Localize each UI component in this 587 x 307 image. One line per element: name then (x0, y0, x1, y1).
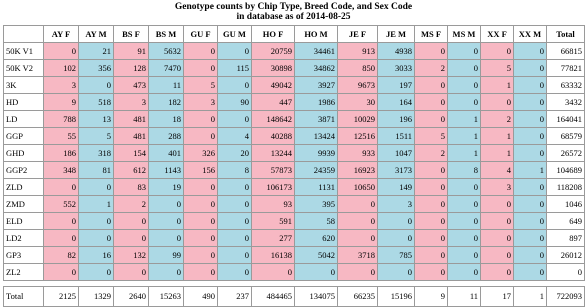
row-label: GGP2 (4, 162, 44, 179)
count-cell: 0 (481, 264, 514, 281)
count-cell: 1986 (295, 94, 338, 111)
count-cell: 82 (44, 247, 79, 264)
count-cell: 0 (481, 247, 514, 264)
count-cell: 0 (218, 111, 252, 128)
count-cell: 106173 (252, 179, 295, 196)
count-cell: 2 (415, 60, 448, 77)
count-cell: 13424 (295, 128, 338, 145)
column-header: MS F (415, 26, 448, 43)
count-cell: 34862 (295, 60, 338, 77)
count-cell: 0 (149, 196, 184, 213)
count-cell: 0 (79, 213, 114, 230)
count-cell: 16923 (338, 162, 378, 179)
column-header: XX M (514, 26, 547, 43)
count-cell: 58 (295, 213, 338, 230)
count-cell: 49042 (252, 77, 295, 94)
count-cell: 149 (378, 179, 415, 196)
count-cell: 1 (514, 287, 547, 307)
count-cell: 0 (415, 213, 448, 230)
count-cell: 13 (79, 111, 114, 128)
count-cell: 0 (415, 162, 448, 179)
count-cell: 0 (415, 247, 448, 264)
row-total-cell: 66815 (547, 43, 585, 60)
count-cell: 20759 (252, 43, 295, 60)
count-cell: 0 (218, 43, 252, 60)
count-cell: 1 (448, 145, 481, 162)
count-cell: 9 (44, 94, 79, 111)
count-cell: 0 (338, 264, 378, 281)
count-cell: 0 (338, 230, 378, 247)
row-label: GHD (4, 145, 44, 162)
count-cell: 102 (44, 60, 79, 77)
column-header: Total (547, 26, 585, 43)
count-cell: 0 (79, 77, 114, 94)
column-header: JE M (378, 26, 415, 43)
count-cell: 1511 (378, 128, 415, 145)
count-cell: 1 (481, 145, 514, 162)
count-cell: 518 (79, 94, 114, 111)
count-cell: 0 (514, 60, 547, 77)
row-total-cell: 118208 (547, 179, 585, 196)
row-total-cell: 722093 (547, 287, 585, 307)
count-cell: 4938 (378, 43, 415, 60)
column-header: HO F (252, 26, 295, 43)
count-cell: 0 (415, 230, 448, 247)
table-row (4, 196, 585, 213)
row-label: LD2 (4, 230, 44, 247)
count-cell: 0 (514, 111, 547, 128)
row-label: 50K V1 (4, 43, 44, 60)
count-cell: 196 (378, 111, 415, 128)
count-cell: 552 (44, 196, 79, 213)
count-cell: 0 (448, 264, 481, 281)
count-cell: 24359 (295, 162, 338, 179)
table-row (4, 264, 585, 281)
count-cell: 1329 (79, 287, 114, 307)
count-cell: 0 (184, 43, 218, 60)
count-cell: 484465 (252, 287, 295, 307)
row-label: Total (4, 287, 44, 307)
count-cell: 0 (448, 94, 481, 111)
count-cell: 19 (149, 179, 184, 196)
row-total-cell: 1046 (547, 196, 585, 213)
count-cell: 134075 (295, 287, 338, 307)
count-cell: 0 (448, 213, 481, 230)
count-cell: 0 (448, 179, 481, 196)
column-header: BS F (114, 26, 149, 43)
count-cell: 154 (114, 145, 149, 162)
count-cell: 0 (514, 196, 547, 213)
row-label: 50K V2 (4, 60, 44, 77)
count-cell: 401 (149, 145, 184, 162)
column-header: XX F (481, 26, 514, 43)
count-cell: 0 (514, 264, 547, 281)
row-label: 3K (4, 77, 44, 94)
count-cell: 850 (338, 60, 378, 77)
count-cell: 0 (514, 247, 547, 264)
count-cell: 0 (184, 247, 218, 264)
row-total-cell: 649 (547, 213, 585, 230)
table-header-row (4, 26, 585, 43)
count-cell: 0 (448, 230, 481, 247)
count-cell: 0 (378, 264, 415, 281)
count-cell: 0 (378, 213, 415, 230)
count-cell: 132 (114, 247, 149, 264)
count-cell: 3 (184, 94, 218, 111)
count-cell: 348 (44, 162, 79, 179)
count-cell: 0 (44, 213, 79, 230)
table-row (4, 247, 585, 264)
count-cell: 318 (79, 145, 114, 162)
count-cell: 9939 (295, 145, 338, 162)
count-cell: 0 (514, 43, 547, 60)
table-row (4, 230, 585, 247)
count-cell: 0 (218, 213, 252, 230)
count-cell: 0 (184, 196, 218, 213)
count-cell: 0 (481, 43, 514, 60)
count-cell: 55 (44, 128, 79, 145)
count-cell: 90 (218, 94, 252, 111)
count-cell: 3033 (378, 60, 415, 77)
count-cell: 15196 (378, 287, 415, 307)
count-cell: 0 (415, 94, 448, 111)
count-cell: 0 (149, 213, 184, 230)
report-title (3, 2, 584, 25)
table-body (4, 43, 585, 307)
count-cell: 66235 (338, 287, 378, 307)
row-label: GGP (4, 128, 44, 145)
count-cell: 591 (252, 213, 295, 230)
count-cell: 277 (252, 230, 295, 247)
count-cell: 8 (218, 162, 252, 179)
count-cell: 2 (114, 196, 149, 213)
count-cell: 0 (481, 213, 514, 230)
count-cell: 913 (338, 43, 378, 60)
count-cell: 7470 (149, 60, 184, 77)
table-row (4, 145, 585, 162)
title-line-2: in database as of 2014-08-25 (236, 12, 351, 22)
count-cell: 5 (481, 60, 514, 77)
count-cell: 0 (338, 196, 378, 213)
count-cell: 93 (252, 196, 295, 213)
count-cell: 2640 (114, 287, 149, 307)
count-cell: 0 (149, 264, 184, 281)
column-header: AY M (79, 26, 114, 43)
count-cell: 0 (184, 111, 218, 128)
count-cell: 148642 (252, 111, 295, 128)
count-cell: 288 (149, 128, 184, 145)
count-cell: 0 (448, 77, 481, 94)
count-cell: 0 (218, 196, 252, 213)
count-cell: 0 (184, 213, 218, 230)
table-row (4, 111, 585, 128)
count-cell: 182 (149, 94, 184, 111)
count-cell: 788 (44, 111, 79, 128)
row-label: LD (4, 111, 44, 128)
column-header: JE F (338, 26, 378, 43)
row-total-cell: 63332 (547, 77, 585, 94)
genotype-counts-table (3, 25, 585, 307)
count-cell: 156 (184, 162, 218, 179)
count-cell: 395 (295, 196, 338, 213)
count-cell: 0 (184, 128, 218, 145)
count-cell: 0 (295, 264, 338, 281)
count-cell: 0 (44, 230, 79, 247)
count-cell: 3 (481, 179, 514, 196)
count-cell: 0 (514, 179, 547, 196)
count-cell: 2125 (44, 287, 79, 307)
count-cell: 0 (415, 264, 448, 281)
count-cell: 785 (378, 247, 415, 264)
count-cell: 0 (415, 196, 448, 213)
header-corner (4, 26, 44, 43)
count-cell: 473 (114, 77, 149, 94)
count-cell: 164 (378, 94, 415, 111)
table-row (4, 77, 585, 94)
count-cell: 3 (44, 77, 79, 94)
count-cell: 0 (79, 264, 114, 281)
row-total-cell: 26572 (547, 145, 585, 162)
count-cell: 128 (114, 60, 149, 77)
count-cell: 21 (79, 43, 114, 60)
count-cell: 9 (415, 287, 448, 307)
count-cell: 326 (184, 145, 218, 162)
count-cell: 20 (218, 145, 252, 162)
count-cell: 186 (44, 145, 79, 162)
count-cell: 0 (79, 230, 114, 247)
count-cell: 0 (79, 179, 114, 196)
count-cell: 5632 (149, 43, 184, 60)
count-cell: 13244 (252, 145, 295, 162)
table-row (4, 213, 585, 230)
count-cell: 1 (79, 196, 114, 213)
count-cell: 0 (514, 77, 547, 94)
count-cell: 481 (114, 128, 149, 145)
row-label: ZLD (4, 179, 44, 196)
row-label: ZL2 (4, 264, 44, 281)
row-total-cell: 26012 (547, 247, 585, 264)
row-label: HD (4, 94, 44, 111)
count-cell: 0 (44, 264, 79, 281)
table-row (4, 162, 585, 179)
row-total-cell: 897 (547, 230, 585, 247)
count-cell: 0 (481, 230, 514, 247)
count-cell: 0 (114, 213, 149, 230)
count-cell: 2 (415, 145, 448, 162)
count-cell: 57873 (252, 162, 295, 179)
count-cell: 197 (378, 77, 415, 94)
count-cell: 12516 (338, 128, 378, 145)
count-cell: 0 (114, 264, 149, 281)
count-cell: 16138 (252, 247, 295, 264)
count-cell: 10029 (338, 111, 378, 128)
count-cell: 1 (481, 77, 514, 94)
count-cell: 0 (481, 94, 514, 111)
count-cell: 15263 (149, 287, 184, 307)
count-cell: 1 (514, 162, 547, 179)
title-line-1: Genotype counts by Chip Type, Breed Code, and Sex Code (174, 2, 413, 12)
row-total-cell: 68579 (547, 128, 585, 145)
count-cell: 3927 (295, 77, 338, 94)
count-cell: 17 (481, 287, 514, 307)
column-header: BS M (149, 26, 184, 43)
totals-row (4, 287, 585, 307)
row-label: GP3 (4, 247, 44, 264)
row-total-cell: 104689 (547, 162, 585, 179)
count-cell: 0 (218, 230, 252, 247)
count-cell: 0 (415, 179, 448, 196)
count-cell: 0 (184, 179, 218, 196)
count-cell: 3 (114, 94, 149, 111)
column-header: AY F (44, 26, 79, 43)
row-label: ZMD (4, 196, 44, 213)
count-cell: 0 (114, 230, 149, 247)
count-cell: 0 (448, 196, 481, 213)
column-header: GU M (218, 26, 252, 43)
row-total-cell: 77821 (547, 60, 585, 77)
count-cell: 0 (415, 111, 448, 128)
count-cell: 0 (415, 77, 448, 94)
count-cell: 0 (514, 213, 547, 230)
count-cell: 81 (79, 162, 114, 179)
table-row (4, 94, 585, 111)
count-cell: 490 (184, 287, 218, 307)
count-cell: 3718 (338, 247, 378, 264)
count-cell: 612 (114, 162, 149, 179)
count-cell: 1 (481, 128, 514, 145)
count-cell: 0 (44, 43, 79, 60)
count-cell: 3871 (295, 111, 338, 128)
count-cell: 83 (114, 179, 149, 196)
count-cell: 4 (218, 128, 252, 145)
count-cell: 0 (184, 264, 218, 281)
count-cell: 0 (44, 179, 79, 196)
table-row (4, 128, 585, 145)
count-cell: 40288 (252, 128, 295, 145)
count-cell: 34461 (295, 43, 338, 60)
column-header: GU F (184, 26, 218, 43)
count-cell: 481 (114, 111, 149, 128)
count-cell: 0 (218, 264, 252, 281)
count-cell: 18 (149, 111, 184, 128)
count-cell: 1047 (378, 145, 415, 162)
count-cell: 237 (218, 287, 252, 307)
count-cell: 2 (481, 111, 514, 128)
table-row (4, 179, 585, 196)
count-cell: 0 (378, 230, 415, 247)
count-cell: 0 (514, 94, 547, 111)
count-cell: 356 (79, 60, 114, 77)
count-cell: 0 (218, 77, 252, 94)
table-row (4, 43, 585, 60)
count-cell: 3 (378, 196, 415, 213)
count-cell: 0 (481, 196, 514, 213)
count-cell: 30898 (252, 60, 295, 77)
count-cell: 0 (514, 128, 547, 145)
count-cell: 0 (149, 230, 184, 247)
count-cell: 5 (79, 128, 114, 145)
count-cell: 5042 (295, 247, 338, 264)
count-cell: 0 (218, 179, 252, 196)
count-cell: 11 (149, 77, 184, 94)
row-total-cell: 3432 (547, 94, 585, 111)
count-cell: 99 (149, 247, 184, 264)
count-cell: 115 (218, 60, 252, 77)
count-cell: 0 (448, 247, 481, 264)
count-cell: 0 (448, 43, 481, 60)
count-cell: 11 (448, 287, 481, 307)
count-cell: 0 (514, 230, 547, 247)
count-cell: 9673 (338, 77, 378, 94)
count-cell: 0 (415, 43, 448, 60)
count-cell: 3173 (378, 162, 415, 179)
count-cell: 1131 (295, 179, 338, 196)
count-cell: 8 (448, 162, 481, 179)
count-cell: 1143 (149, 162, 184, 179)
count-cell: 0 (184, 230, 218, 247)
row-total-cell: 164041 (547, 111, 585, 128)
count-cell: 0 (218, 247, 252, 264)
row-label: ELD (4, 213, 44, 230)
count-cell: 1 (448, 111, 481, 128)
count-cell: 620 (295, 230, 338, 247)
count-cell: 16 (79, 247, 114, 264)
count-cell: 933 (338, 145, 378, 162)
count-cell: 0 (338, 213, 378, 230)
count-cell: 0 (252, 264, 295, 281)
count-cell: 5 (184, 77, 218, 94)
column-header: MS M (448, 26, 481, 43)
table-row (4, 60, 585, 77)
count-cell: 0 (448, 60, 481, 77)
row-total-cell: 0 (547, 264, 585, 281)
count-cell: 1 (448, 128, 481, 145)
column-header: HO M (295, 26, 338, 43)
count-cell: 4 (481, 162, 514, 179)
count-cell: 30 (338, 94, 378, 111)
count-cell: 91 (114, 43, 149, 60)
count-cell: 0 (514, 145, 547, 162)
count-cell: 5 (415, 128, 448, 145)
count-cell: 10650 (338, 179, 378, 196)
count-cell: 0 (184, 60, 218, 77)
count-cell: 447 (252, 94, 295, 111)
